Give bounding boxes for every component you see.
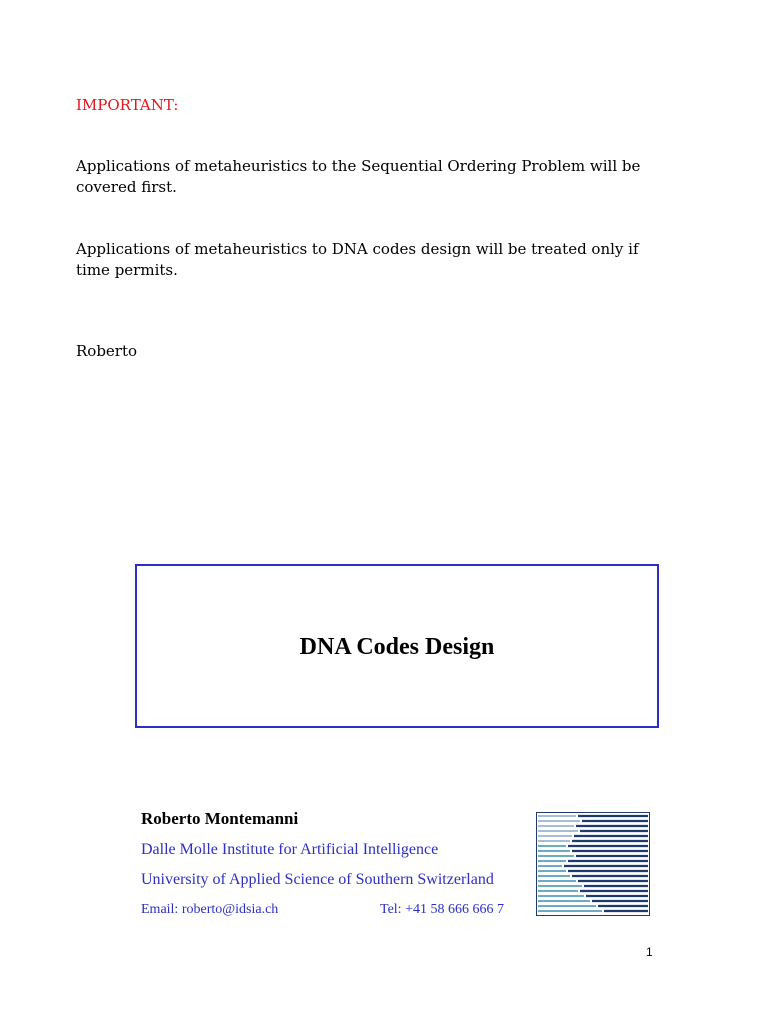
title-box [135,564,659,728]
affiliation-university: University of Applied Science of Southern Switzerland [141,871,494,888]
important-heading: IMPORTANT: [76,96,179,114]
notice-paragraph-2: Applications of metaheuristics to DNA codes design will be treated only if time permits. [76,240,639,279]
page-number: 1 [646,945,653,959]
affiliation-institute: Dalle Molle Institute for Artificial Intelligence [141,841,439,858]
notice-signoff: Roberto [76,342,138,360]
author-name: Roberto Montemanni [141,809,299,828]
contact-email: Email: roberto@idsia.ch [141,902,279,917]
slide-title: DNA Codes Design [299,634,495,660]
idsia-logo-icon [536,812,650,916]
notice-paragraph-1: Applications of metaheuristics to the Sequential Ordering Problem will be covered first. [76,157,641,196]
contact-phone: Tel: +41 58 666 666 7 [380,902,504,917]
